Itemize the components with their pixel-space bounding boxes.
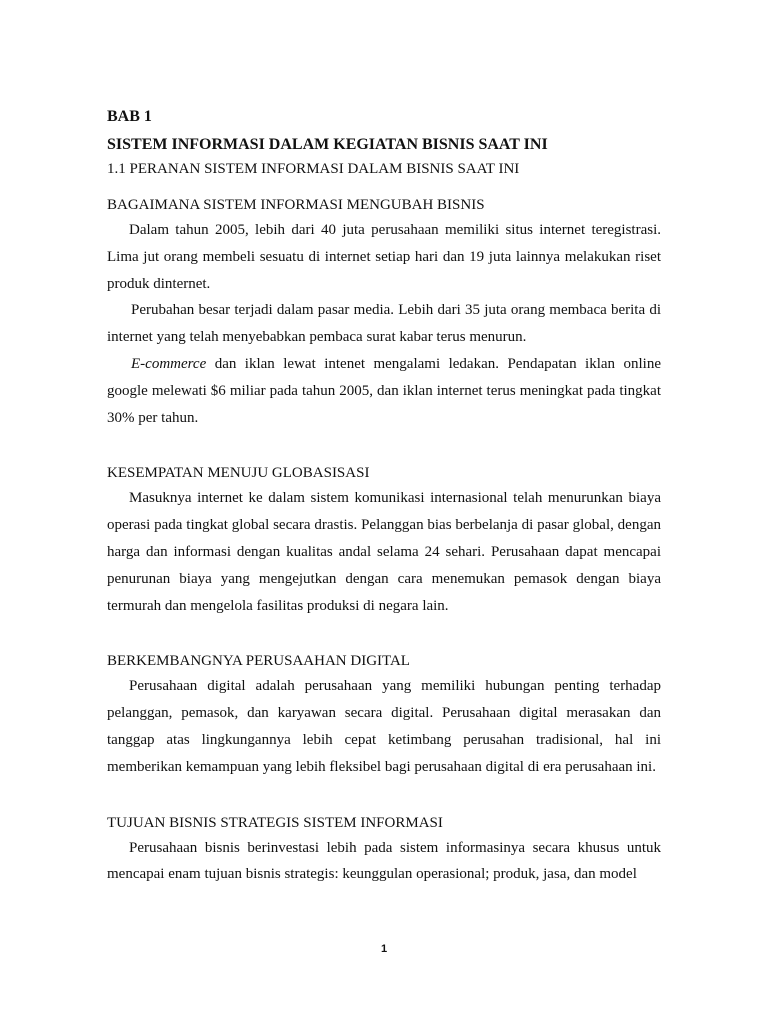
chapter-title: SISTEM INFORMASI DALAM KEGIATAN BISNIS SAAT INI bbox=[107, 136, 548, 153]
subsection-title: 1.1 PERANAN SISTEM INFORMASI DALAM BISNIS SAAT INI bbox=[107, 161, 520, 177]
paragraph: Perusahaan digital adalah perusahaan yang memiliki hubungan penting terhadap pelanggan, pemasok, dan karyawan secara digital. Perusahaan digital merasakan dan tanggap atas lingkungannya lebih cepat ketimbang perusahan tradisional, hal ini memberikan kemampuan yang lebih fleksibel bagi perusahaan digital di era perusahaan ini. bbox=[107, 678, 661, 775]
section-heading: BERKEMBANGNYA PERUSAAHAN DIGITAL bbox=[107, 653, 410, 670]
chapter-label: BAB 1 bbox=[107, 108, 152, 125]
paragraph: Perusahaan bisnis berinvestasi lebih pada sistem informasinya secara khusus untuk mencapai enam tujuan bisnis strategis: keunggulan operasional; produk, jasa, dan model bbox=[107, 839, 661, 883]
paragraph: Perubahan besar terjadi dalam pasar media. Lebih dari 35 juta orang membaca berita di internet yang telah menyebabkan pembaca surat kabar terus menurun. bbox=[107, 302, 661, 346]
section-heading: KESEMPATAN MENUJU GLOBASISASI bbox=[107, 465, 370, 482]
paragraph bbox=[107, 351, 661, 431]
page-number: 1 bbox=[380, 943, 388, 955]
paragraph: Masuknya internet ke dalam sistem komunikasi internasional telah menurunkan biaya operasi pada tingkat global secara drastis. Pelanggan bias berbelanja di pasar global, dengan harga dan informasi dengan kualitas andal selama 24 sehari. Perusahaan dapat mencapai penurunan biaya yang mengejutkan dengan cara menemukan pemasok dengan biaya termurah dan mengelola fasilitas produksi di negara lain. bbox=[107, 490, 661, 614]
section-heading: BAGAIMANA SISTEM INFORMASI MENGUBAH BISNIS bbox=[107, 197, 485, 213]
emphasis-text: E-commerce bbox=[131, 355, 207, 372]
document-page bbox=[107, 104, 661, 888]
section-heading: TUJUAN BISNIS STRATEGIS SISTEM INFORMASI bbox=[107, 814, 443, 831]
paragraph: Dalam tahun 2005, lebih dari 40 juta perusahaan memiliki situs internet teregistrasi. Lima jut orang membeli sesuatu di internet setiap hari dan 19 juta lainnya melakukan riset produk dinternet. bbox=[107, 222, 661, 292]
paragraph-text: dan iklan lewat intenet mengalami ledakan. Pendapatan iklan online google melewati $6 miliar pada tahun 2005, dan iklan internet terus meningkat pada tingkat 30% per tahun. bbox=[107, 355, 661, 426]
